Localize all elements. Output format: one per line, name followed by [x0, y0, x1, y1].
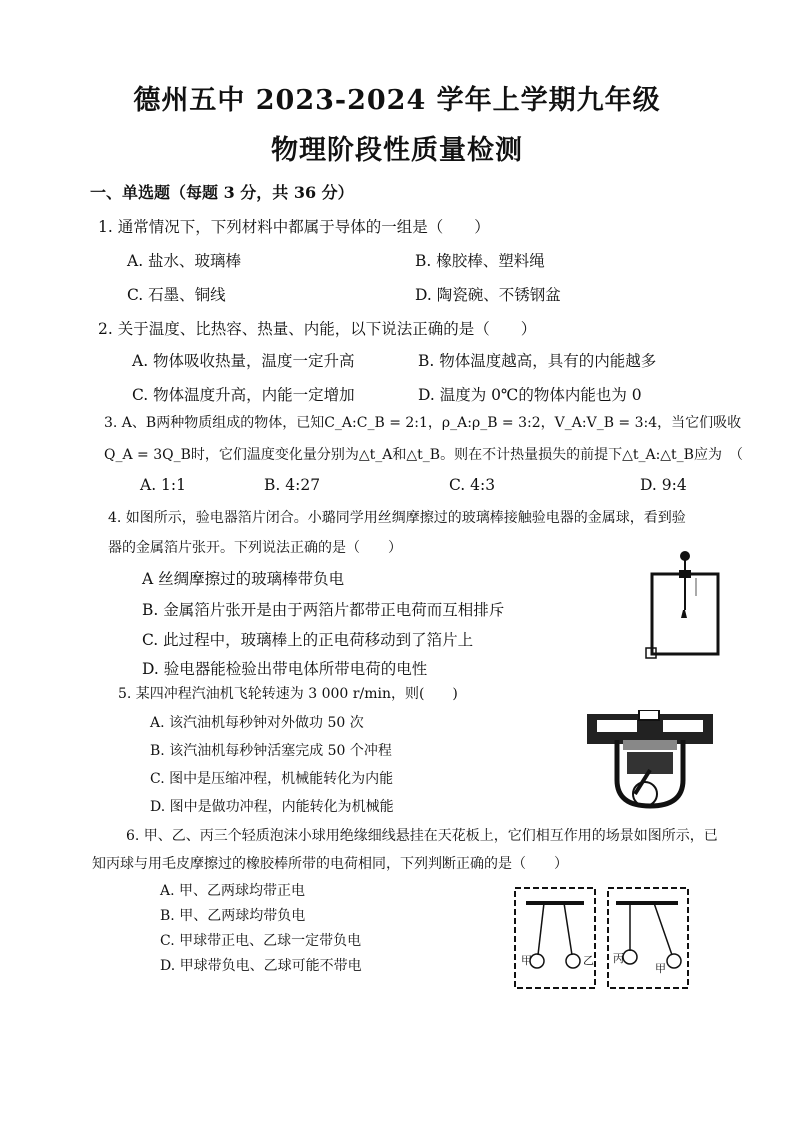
- question-3-stem-line2: Q_A = 3Q_B时，它们温度变化量分别为△t_A和△t_B。则在不计热量损失的前提下△t_A:△t_B应为 （: [104, 447, 743, 463]
- q5-option-b: B. 该汽油机每秒钟活塞完成 50 个冲程: [150, 743, 392, 759]
- section-header: 一、单选题（每题 3 分，共 36 分）: [90, 183, 354, 202]
- q1-option-d: D. 陶瓷碗、不锈钢盆: [415, 286, 561, 304]
- q1-option-a: A. 盐水、玻璃棒: [127, 252, 242, 270]
- question-5-stem: 5. 某四冲程汽油机飞轮转速为 3 000 r/min，则( ): [118, 686, 458, 702]
- engine-cylinder-figure: [583, 710, 718, 810]
- q2-option-c: C. 物体温度升高，内能一定增加: [132, 386, 355, 404]
- q3-option-a: A. 1:1: [140, 476, 186, 494]
- q3-option-c: C. 4:3: [449, 476, 496, 494]
- fig6-label-left-a: 甲: [521, 954, 532, 967]
- q2-option-a: A. 物体吸收热量，温度一定升高: [132, 352, 355, 370]
- fig6-label-right-a: 丙: [613, 952, 624, 965]
- q5-option-c: C. 图中是压缩冲程，机械能转化为内能: [150, 771, 394, 787]
- q5-option-d: D. 图中是做功冲程，内能转化为机械能: [150, 799, 394, 815]
- question-4-stem-line2: 器的金属箔片张开。下列说法正确的是（ ）: [108, 540, 402, 556]
- q1-option-c: C. 石墨、铜线: [127, 286, 226, 304]
- q6-option-d: D. 甲球带负电、乙球可能不带电: [160, 958, 362, 974]
- fig6-label-left-b: 乙: [583, 954, 594, 967]
- question-6-stem-line2: 知丙球与用毛皮摩擦过的橡胶棒所带的电荷相同，下列判断正确的是（ ）: [92, 856, 568, 872]
- q4-option-c: C. 此过程中，玻璃棒上的正电荷移动到了箔片上: [142, 631, 474, 649]
- q3-option-b: B. 4:27: [264, 476, 321, 494]
- q6-option-a: A. 甲、乙两球均带正电: [160, 883, 306, 899]
- question-2-stem: 2. 关于温度、比热容、热量、内能，以下说法正确的是（ ）: [98, 320, 537, 338]
- question-6-stem-line1: 6. 甲、乙、丙三个轻质泡沫小球用绝缘细线悬挂在天花板上，它们相互作用的场景如图所示，已: [126, 828, 718, 844]
- q3-option-d: D. 9:4: [640, 476, 687, 494]
- question-3-stem-line1: 3. A、B两种物质组成的物体，已知C_A:C_B = 2:1，ρ_A:ρ_B = 3:2，V_A:V_B = 3:4，当它们吸收: [104, 415, 742, 431]
- exam-title-line2: 物理阶段性质量检测: [271, 135, 523, 166]
- q4-option-b: B. 金属箔片张开是由于两箔片都带正电荷而互相排斥: [142, 601, 505, 619]
- q2-option-d: D. 温度为 0℃的物体内能也为 0: [418, 386, 642, 404]
- question-4-stem-line1: 4. 如图所示，验电器箔片闭合。小璐同学用丝绸摩擦过的玻璃棒接触验电器的金属球，看到验: [108, 510, 686, 526]
- q5-option-a: A. 该汽油机每秒钟对外做功 50 次: [150, 715, 364, 731]
- q4-option-a: A 丝绸摩擦过的玻璃棒带负电: [142, 570, 345, 588]
- q4-option-d: D. 验电器能检验出带电体所带电荷的电性: [142, 660, 428, 678]
- electroscope-figure: [640, 548, 730, 663]
- q6-option-c: C. 甲球带正电、乙球一定带负电: [160, 933, 362, 949]
- q6-option-b: B. 甲、乙两球均带负电: [160, 908, 306, 924]
- hanging-balls-figure: [512, 885, 692, 995]
- exam-title-line1: 德州五中 2023-2024 学年上学期九年级: [133, 85, 661, 116]
- fig6-label-right-b: 甲: [655, 962, 666, 975]
- q1-option-b: B. 橡胶棒、塑料绳: [415, 252, 545, 270]
- question-1-stem: 1. 通常情况下，下列材料中都属于导体的一组是（ ）: [98, 218, 490, 236]
- q2-option-b: B. 物体温度越高，具有的内能越多: [418, 352, 657, 370]
